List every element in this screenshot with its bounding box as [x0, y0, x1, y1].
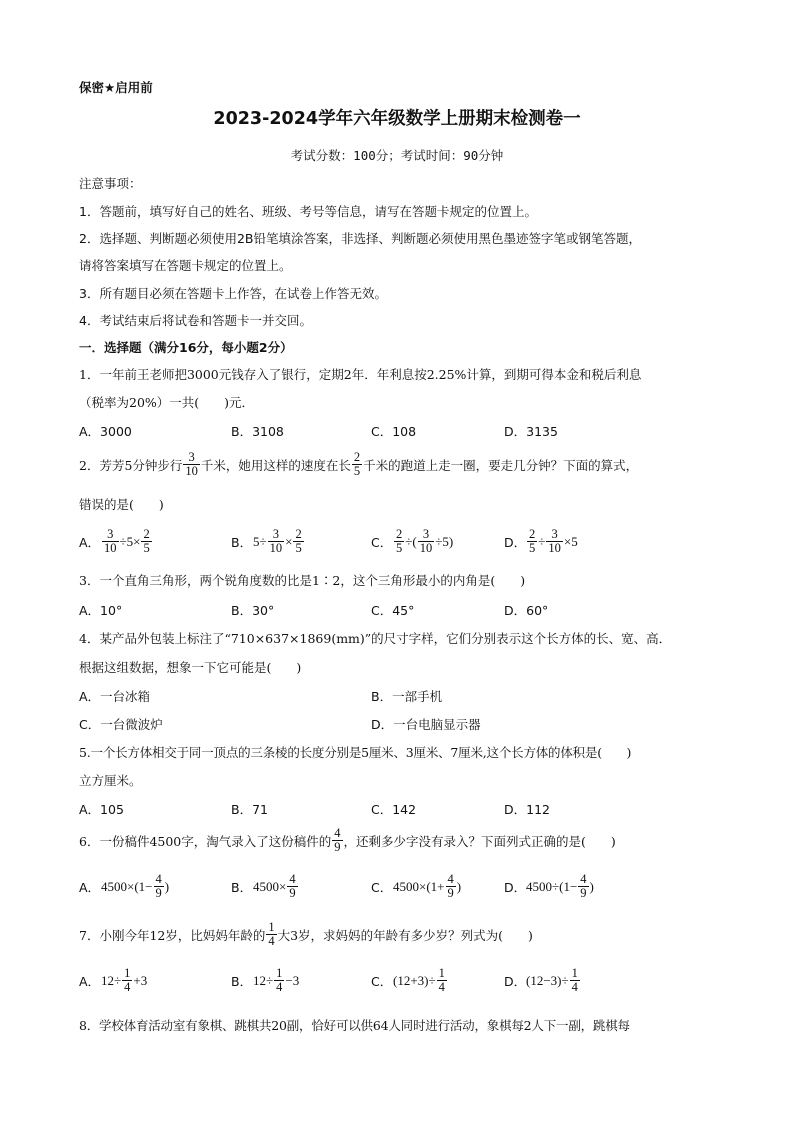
- paren: ): [589, 878, 594, 894]
- fraction: [446, 873, 456, 900]
- q2-option-d: [504, 528, 578, 555]
- operator: ×: [133, 533, 141, 549]
- expression-tail: ÷5): [435, 533, 454, 549]
- notes-heading: 注意事项：: [79, 176, 142, 191]
- fraction: [570, 967, 580, 994]
- q7-option-d: [504, 967, 581, 994]
- numerator: 1: [438, 966, 445, 980]
- denominator: 5: [353, 464, 361, 478]
- q5-option-d: D．112: [504, 802, 550, 817]
- number: 5: [126, 533, 134, 549]
- expression-head: 4500×(1+: [393, 878, 445, 894]
- denominator: 4: [268, 934, 275, 948]
- numerator: 3: [422, 527, 430, 541]
- numerator: 2: [295, 527, 302, 541]
- question-6: [79, 827, 616, 854]
- fraction: [527, 528, 537, 555]
- q6-option-a: [79, 873, 169, 900]
- numerator: 2: [529, 527, 536, 541]
- fraction: [578, 873, 588, 900]
- q3-option-b: B．30°: [231, 603, 275, 618]
- expression-head: 12÷: [253, 972, 274, 988]
- q2-option-b: [231, 528, 305, 555]
- q4-option-a: A．一台冰箱: [79, 689, 151, 704]
- fraction: [183, 451, 200, 478]
- fraction: [332, 827, 342, 854]
- q2-option-a: [79, 528, 153, 555]
- denominator: 9: [447, 886, 454, 900]
- numerator: 2: [353, 450, 361, 464]
- operator: ÷: [259, 533, 267, 549]
- numerator: 3: [272, 527, 280, 541]
- denominator: 4: [438, 980, 445, 994]
- q4-option-c: C．一台微波炉: [79, 717, 163, 732]
- operator: ×: [285, 533, 293, 549]
- numerator: 2: [396, 527, 403, 541]
- q1-option-d: D．3135: [504, 424, 558, 439]
- q5-option-c: C．142: [371, 802, 417, 817]
- question-3: 3．一个直角三角形，两个锐角度数的比是1∶2，这个三角形最小的内角是( ): [79, 573, 526, 588]
- numerator: 1: [124, 966, 131, 980]
- question-2: [79, 451, 638, 478]
- numerator: 4: [334, 826, 341, 840]
- q6-option-d: [504, 873, 594, 900]
- q7-option-c: [371, 967, 448, 994]
- denominator: 9: [155, 886, 162, 900]
- expression: [393, 528, 453, 555]
- fraction: [293, 528, 303, 555]
- expression-head: (12+3)÷: [393, 972, 436, 988]
- operator: ÷: [538, 533, 546, 549]
- option-label: B．: [231, 879, 253, 895]
- question-5-cont: 立方厘米。: [79, 773, 142, 788]
- denominator: 10: [548, 541, 561, 555]
- q6-option-c: [371, 873, 461, 900]
- question-1-cont: （税率为20%）一共( )元．: [79, 395, 255, 410]
- numerator: 1: [268, 920, 275, 934]
- expression-head: (12−3)÷: [526, 972, 569, 988]
- option-label: A．: [79, 973, 101, 989]
- fraction: [102, 528, 119, 555]
- operator: ×: [563, 533, 572, 549]
- denominator: 9: [289, 886, 296, 900]
- expression: [101, 528, 153, 555]
- note-3: 3．所有题目必须在答题卡上作答，在试卷上作答无效。: [79, 286, 387, 301]
- expression-head: 4500÷(1−: [526, 878, 578, 894]
- paren: ): [164, 878, 170, 894]
- option-label: B．: [231, 973, 253, 989]
- q2-option-c: [371, 528, 453, 555]
- fraction: [437, 967, 447, 994]
- expression-head: 4500×(1−: [101, 878, 153, 894]
- option-label: A．: [79, 534, 101, 550]
- fraction: [274, 967, 284, 994]
- denominator: 10: [269, 541, 283, 555]
- fraction: [266, 921, 276, 948]
- denominator: 9: [580, 886, 587, 900]
- question-8: 8．学校体育活动室有象棋、跳棋共20副，恰好可以供64人同时进行活动，象棋每2人下一副，跳棋每: [79, 1018, 630, 1033]
- expression-head: 4500×: [253, 878, 287, 894]
- fraction: [268, 528, 285, 555]
- confidential-label: 保密★启用前: [79, 80, 153, 95]
- page-title: 2023-2024学年六年级数学上册期末检测卷一: [213, 109, 581, 129]
- option-label: C．: [371, 879, 393, 895]
- expression-tail: −3: [285, 972, 300, 988]
- q2-text-3: 千米的跑道上走一圈，要走几分钟？下面的算式，: [363, 457, 639, 473]
- expression: [393, 873, 461, 900]
- q5-option-a: A．105: [79, 802, 124, 817]
- expression: [253, 873, 299, 900]
- number: 5: [253, 533, 260, 549]
- q2-text-2: 千米，她用这样的速度在长: [200, 457, 351, 473]
- denominator: 10: [419, 541, 433, 555]
- note-2: 2．选择题、判断题必须使用2B铅笔填涂答案，非选择、判断题必须使用黑色墨迹签字笔或钢笔答题，: [79, 231, 641, 246]
- q2-text-1: 2．芳芳5分钟步行: [79, 457, 183, 473]
- q3-option-c: C．45°: [371, 603, 415, 618]
- denominator: 10: [104, 541, 117, 555]
- expression: [101, 873, 169, 900]
- numerator: 4: [289, 872, 296, 886]
- q6-text-2: ，还剩多少字没有录入？下面列式正确的是( ): [343, 833, 616, 849]
- q1-option-b: B．3108: [231, 424, 284, 439]
- note-2-cont: 请将答案填写在答题卡规定的位置上。: [79, 258, 292, 273]
- operator: ÷: [405, 533, 413, 549]
- expression: [393, 967, 448, 994]
- fraction: [546, 528, 563, 555]
- expression: [101, 967, 147, 994]
- denominator: 5: [143, 541, 150, 555]
- q7-option-b: [231, 967, 299, 994]
- exam-info: 考试分数：100分；考试时间：90分钟: [290, 148, 504, 163]
- numerator: 3: [551, 527, 558, 541]
- option-label: D．: [504, 973, 527, 989]
- denominator: 5: [529, 541, 536, 555]
- denominator: 4: [124, 980, 131, 994]
- expression-head: 12÷: [101, 972, 122, 988]
- numerator: 4: [580, 872, 587, 886]
- note-1: 1．答题前，填写好自己的姓名、班级、考号等信息，请写在答题卡规定的位置上。: [79, 204, 537, 219]
- expression: [526, 967, 581, 994]
- numerator: 1: [571, 966, 578, 980]
- q7-option-a: [79, 967, 147, 994]
- paren: ): [456, 878, 462, 894]
- q5-option-b: B．71: [231, 802, 268, 817]
- number: 5: [571, 533, 578, 549]
- question-2-cont: 错误的是( ): [79, 497, 164, 512]
- denominator: 5: [295, 541, 302, 555]
- q3-option-d: D．60°: [504, 603, 549, 618]
- q1-option-c: C．108: [371, 424, 417, 439]
- numerator: 4: [155, 872, 162, 886]
- fraction: [418, 528, 435, 555]
- option-label: C．: [371, 534, 393, 550]
- expression-tail: +3: [133, 972, 148, 988]
- q4-option-b: B．一部手机: [371, 689, 443, 704]
- note-4: 4．考试结束后将试卷和答题卡一并交回。: [79, 313, 312, 328]
- expression: [253, 967, 299, 994]
- paren: (: [412, 533, 417, 549]
- fraction: [122, 967, 132, 994]
- numerator: 2: [143, 527, 150, 541]
- question-4: 4．某产品外包装上标注了“710×637×1869(mm)”的尺寸字样，它们分别表示这个长方体的长、宽、高．: [79, 631, 672, 646]
- operator: ÷: [119, 533, 127, 549]
- numerator: 3: [107, 527, 114, 541]
- denominator: 4: [571, 980, 578, 994]
- denominator: 9: [334, 840, 341, 854]
- q6-text-1: 6．一份稿件4500字，淘气录入了这份稿件的: [79, 833, 332, 849]
- option-label: B．: [231, 534, 253, 550]
- denominator: 5: [396, 541, 403, 555]
- option-label: A．: [79, 879, 101, 895]
- q7-text-1: 7．小刚今年12岁，比妈妈年龄的: [79, 927, 266, 943]
- denominator: 4: [276, 980, 283, 994]
- q4-option-d: D．一台电脑显示器: [371, 717, 481, 732]
- q3-option-a: A．10°: [79, 603, 123, 618]
- fraction: [394, 528, 404, 555]
- question-5: 5.一个长方体相交于同一顶点的三条棱的长度分别是5厘米、3厘米、7厘米,这个长方体的体积是( ): [79, 745, 632, 760]
- expression: [526, 873, 594, 900]
- numerator: 3: [188, 450, 195, 464]
- section-heading: 一．选择题（满分16分，每小题2分）: [79, 340, 293, 355]
- expression: [253, 528, 305, 555]
- q1-option-a: A．3000: [79, 424, 132, 439]
- numerator: 4: [447, 872, 454, 886]
- fraction: [154, 873, 164, 900]
- option-label: C．: [371, 973, 393, 989]
- denominator: 10: [185, 464, 198, 478]
- expression: [526, 528, 578, 555]
- question-4-cont: 根据这组数据，想象一下它可能是( ): [79, 660, 302, 675]
- fraction: [352, 451, 362, 478]
- question-7: [79, 921, 533, 948]
- fraction: [141, 528, 151, 555]
- numerator: 1: [276, 966, 283, 980]
- question-1: 1．一年前王老师把3000元钱存入了银行，定期2年．年利息按2.25%计算，到期可得本金和税后利息: [79, 367, 642, 382]
- option-label: D．: [504, 534, 527, 550]
- fraction: [287, 873, 297, 900]
- option-label: D．: [504, 879, 527, 895]
- q6-option-b: [231, 873, 299, 900]
- q7-text-2: 大3岁，求妈妈的年龄有多少岁？列式为( ): [277, 927, 533, 943]
